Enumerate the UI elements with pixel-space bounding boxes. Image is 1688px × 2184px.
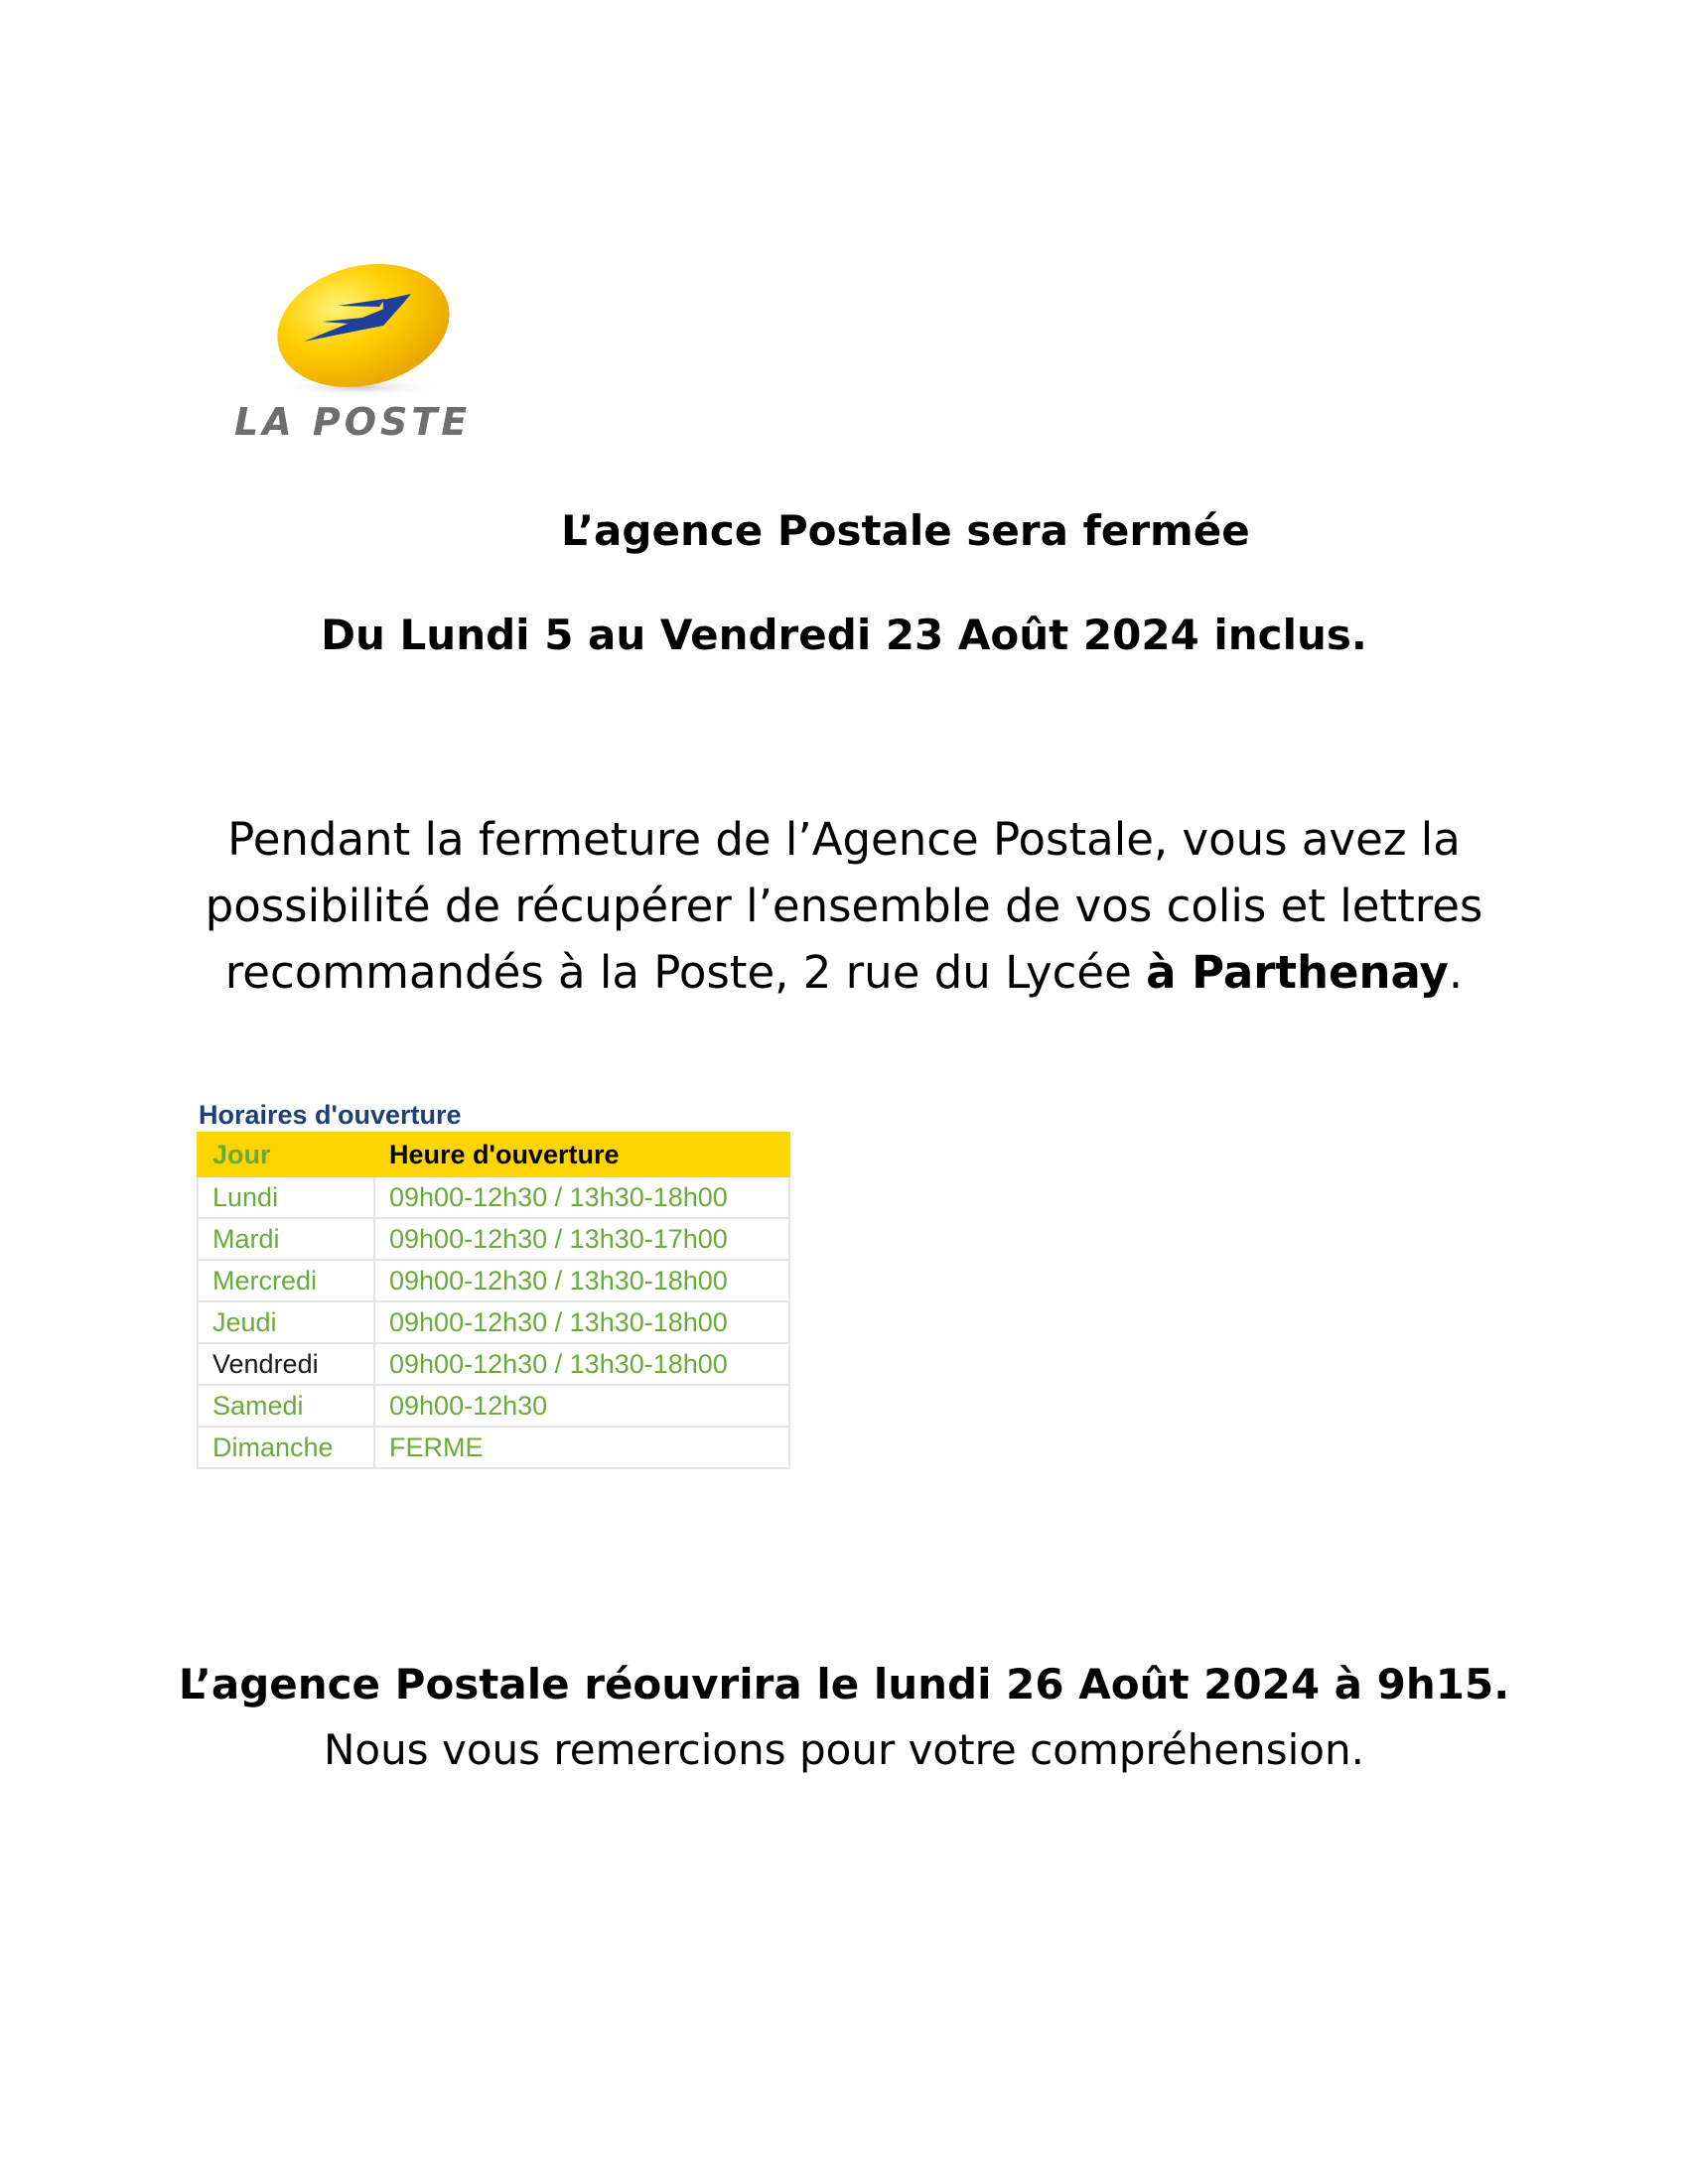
hours-cell: 09h00-12h30 / 13h30-17h00 (374, 1218, 789, 1260)
day-cell: Dimanche (198, 1427, 374, 1468)
table-header-row (198, 1133, 789, 1176)
table-row (198, 1218, 789, 1260)
hours-cell: 09h00-12h30 / 13h30-18h00 (374, 1301, 789, 1343)
day-cell: Mercredi (198, 1260, 374, 1301)
table-row (198, 1385, 789, 1427)
paragraph-text: Pendant la fermeture de l’Agence Postale, vous avez la possibilité de récupérer l’ensemble de vos colis et lettres recommandés à la Poste, 2 rue du Lycée (205, 813, 1483, 999)
day-cell: Lundi (198, 1176, 374, 1218)
header-day: Jour (198, 1133, 374, 1176)
closure-title: L’agence Postale sera fermée (561, 506, 1250, 555)
day-cell: Mardi (198, 1218, 374, 1260)
opening-hours (197, 1098, 790, 1469)
hours-cell: FERME (374, 1427, 789, 1468)
closure-info-paragraph (199, 806, 1489, 1006)
opening-hours-table (197, 1132, 790, 1469)
table-row (198, 1301, 789, 1343)
closure-dates: Du Lundi 5 au Vendredi 23 Août 2024 inclus. (321, 611, 1367, 659)
thanks-message: Nous vous remercions pour votre compréhension. (324, 1725, 1364, 1774)
la-poste-bird-emblem-icon (234, 256, 473, 405)
opening-hours-title: Horaires d'ouverture (199, 1100, 462, 1130)
table-row (198, 1343, 789, 1385)
hours-cell: 09h00-12h30 / 13h30-18h00 (374, 1260, 789, 1301)
day-cell: Vendredi (198, 1343, 374, 1385)
paragraph-end: . (1448, 946, 1464, 999)
day-cell: Samedi (198, 1385, 374, 1427)
day-cell: Jeudi (198, 1301, 374, 1343)
header-hours: Heure d'ouverture (374, 1133, 789, 1176)
la-poste-logo (234, 256, 473, 455)
paragraph-location: à Parthenay (1146, 946, 1449, 999)
hours-cell: 09h00-12h30 (374, 1385, 789, 1427)
hours-cell: 09h00-12h30 / 13h30-18h00 (374, 1343, 789, 1385)
table-row (198, 1260, 789, 1301)
hours-cell: 09h00-12h30 / 13h30-18h00 (374, 1176, 789, 1218)
reopening-notice: L’agence Postale réouvrira le lundi 26 Août 2024 à 9h15. (178, 1660, 1510, 1708)
table-row (198, 1176, 789, 1218)
logo-wordmark: LA POSTE (234, 400, 472, 444)
table-row (198, 1427, 789, 1468)
